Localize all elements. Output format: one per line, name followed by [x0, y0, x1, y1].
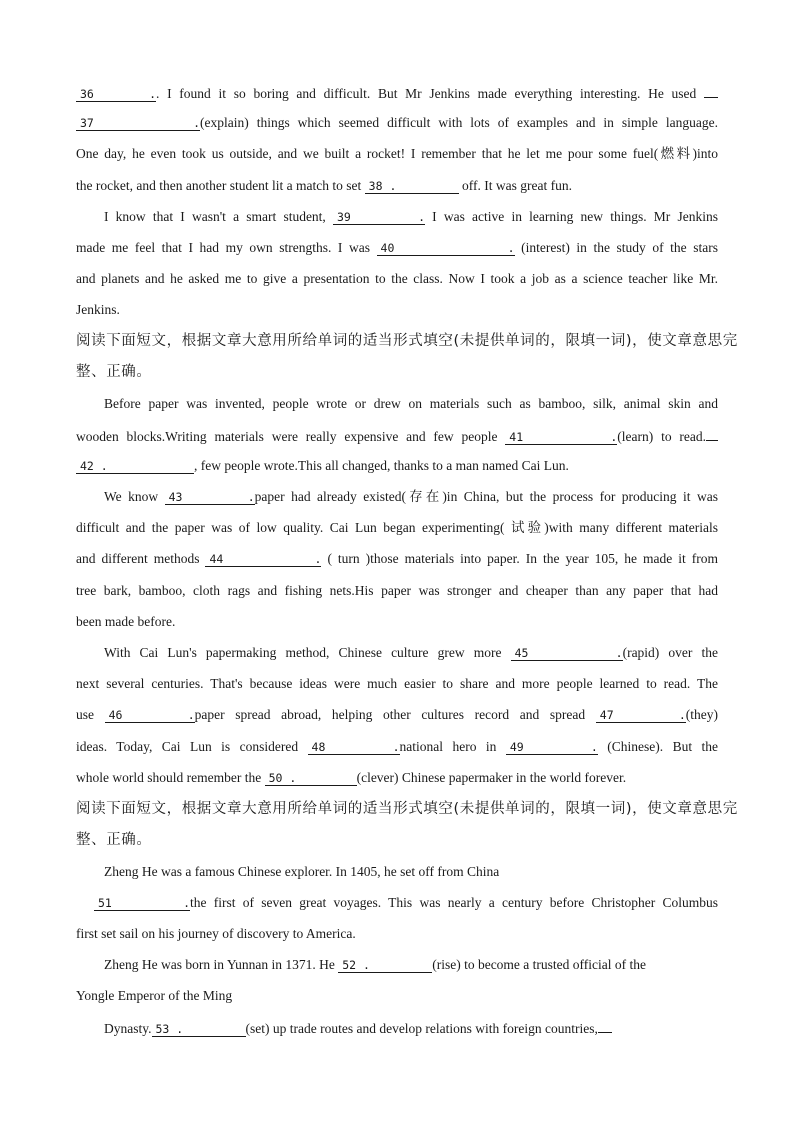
text-run: . I found it so boring and difficult. But Mr Jenkins made everything interesting. He used — [156, 86, 704, 101]
text-run: made me feel that I had my own strengths. I was — [76, 240, 377, 255]
answer-blank[interactable] — [205, 551, 321, 567]
text-run: Jenkins. — [76, 302, 120, 317]
answer-blank[interactable] — [365, 178, 459, 194]
text-line — [76, 82, 718, 104]
text-run: (rapid) over the — [622, 645, 718, 660]
blank-number: 48 . — [311, 740, 400, 754]
answer-blank[interactable] — [706, 425, 718, 441]
blank-number: 37 . — [80, 116, 200, 130]
text-run: 整、正确。 — [76, 364, 152, 380]
text-line — [76, 144, 718, 164]
text-run: (interest) in the study of the stars — [514, 240, 718, 255]
text-line — [104, 1017, 718, 1039]
text-run: the first of seven great voyages. This was nearly a century before Christopher Columbus — [190, 895, 718, 910]
text-line — [76, 924, 718, 944]
text-line — [76, 549, 718, 569]
answer-blank[interactable] — [308, 739, 400, 755]
text-run: 整、正确。 — [76, 832, 152, 848]
answer-blank[interactable] — [265, 770, 357, 786]
answer-blank[interactable] — [76, 458, 194, 474]
blank-number: 46 . — [108, 708, 195, 722]
text-run: (they) — [685, 707, 718, 722]
text-line — [104, 487, 718, 507]
text-run: Dynasty. — [104, 1021, 152, 1036]
text-line — [104, 955, 718, 975]
text-run: off. It was great fun. — [458, 178, 573, 193]
text-run: whole world should remember the — [76, 770, 265, 785]
answer-blank[interactable] — [165, 489, 255, 505]
text-line — [104, 862, 718, 882]
blank-number: 49 . — [509, 740, 598, 754]
blank-number: 47 . — [599, 708, 686, 722]
text-line — [76, 113, 718, 133]
instruction-line — [76, 331, 738, 351]
answer-blank[interactable] — [704, 82, 718, 98]
answer-blank[interactable] — [94, 895, 190, 911]
text-run: tree bark, bamboo, cloth rags and fishing nets.His paper was stronger and cheaper than any paper that had — [76, 583, 718, 598]
blank-number: 42 . — [80, 459, 108, 473]
text-line — [76, 986, 718, 1006]
text-run: (clever) Chinese papermaker in the world forever. — [356, 770, 627, 785]
text-line — [104, 207, 718, 227]
text-run: One day, he even took us outside, and we built a rocket! I remember that he let me pour some fuel(燃料)into — [76, 146, 718, 161]
text-line — [76, 269, 718, 289]
answer-blank[interactable] — [338, 957, 432, 973]
answer-blank[interactable] — [152, 1021, 246, 1037]
text-run: I know that I wasn't a smart student, — [104, 209, 333, 224]
text-run: ( turn )those materials into paper. In the year 105, he made it from — [321, 551, 718, 566]
blank-number: 40 . — [380, 241, 515, 255]
blank-number: 50 . — [268, 771, 297, 785]
text-run: With Cai Lun's papermaking method, Chinese culture grew more — [104, 645, 511, 660]
blank-number: 45 . — [514, 646, 623, 660]
answer-blank[interactable] — [596, 707, 686, 723]
text-run: Zheng He was born in Yunnan in 1371. He — [104, 957, 339, 972]
blank-number: 51 . — [98, 896, 190, 910]
instruction-line — [76, 362, 718, 382]
text-line — [104, 394, 718, 414]
text-line — [76, 300, 718, 320]
text-run: , few people wrote.This all changed, thanks to a man named Cai Lun. — [194, 458, 569, 473]
text-run: first set sail on his journey of discovery to America. — [76, 926, 356, 941]
text-run: (explain) things which seemed difficult with lots of examples and in simple language. — [200, 115, 718, 130]
blank-number: 53 . — [155, 1022, 184, 1036]
answer-blank[interactable] — [105, 707, 195, 723]
text-run: paper had already existed(存在)in China, but the process for producing it was — [254, 489, 718, 504]
blank-number: 41 . — [509, 430, 618, 444]
text-run: and different methods — [76, 551, 206, 566]
text-line — [76, 768, 718, 788]
answer-blank[interactable] — [511, 645, 623, 661]
text-run: (set) up trade routes and develop relations with foreign countries, — [245, 1021, 598, 1036]
text-run: use — [76, 707, 105, 722]
text-run: next several centuries. That's because ideas were much easier to share and more people learned to read. The — [76, 676, 718, 691]
answer-blank[interactable] — [505, 429, 617, 445]
text-run: paper spread abroad, helping other cultures record and spread — [194, 707, 596, 722]
text-line — [76, 705, 718, 725]
text-run: (rise) to become a trusted official of the — [432, 957, 647, 972]
blank-number: 52 . — [342, 958, 370, 972]
text-line — [76, 581, 718, 601]
text-line — [76, 176, 718, 196]
blank-number: 44 . — [209, 552, 322, 566]
text-run: (Chinese). But the — [597, 739, 719, 754]
text-line — [76, 612, 718, 632]
answer-blank[interactable] — [506, 739, 598, 755]
answer-blank[interactable] — [76, 115, 200, 131]
text-run: We know — [104, 489, 165, 504]
text-run: Before paper was invented, people wrote or drew on materials such as bamboo, silk, animal skin and — [104, 396, 718, 411]
answer-blank[interactable] — [333, 209, 425, 225]
text-run: 阅读下面短文，根据文章大意用所给单词的适当形式填空(未提供单词的，限填一词)，使文章意思完 — [76, 801, 738, 817]
text-run: and planets and he asked me to give a presentation to the class. Now I took a job as a science teacher like Mr. — [76, 271, 718, 286]
text-run: 阅读下面短文，根据文章大意用所给单词的适当形式填空(未提供单词的，限填一词)，使文章意思完 — [76, 333, 738, 349]
text-line — [76, 737, 718, 757]
blank-number: 39 . — [337, 210, 425, 224]
text-line — [76, 674, 718, 694]
text-run: (learn) to read. — [617, 429, 706, 444]
text-line — [76, 238, 718, 258]
text-run: Zheng He was a famous Chinese explorer. In 1405, he set off from China — [104, 864, 500, 879]
answer-blank[interactable] — [377, 240, 515, 256]
text-run: ideas. Today, Cai Lun is considered — [76, 739, 308, 754]
text-run: national hero in — [399, 739, 506, 754]
answer-blank[interactable] — [598, 1017, 612, 1033]
text-run: been made before. — [76, 614, 176, 629]
text-line — [76, 456, 718, 476]
text-run: wooden blocks.Writing materials were really expensive and few people — [76, 429, 506, 444]
text-line — [76, 425, 718, 447]
text-run: Yongle Emperor of the Ming — [76, 988, 233, 1003]
text-run: I was active in learning new things. Mr Jenkins — [425, 209, 718, 224]
instruction-line — [76, 799, 738, 819]
text-line — [76, 518, 718, 538]
text-line — [104, 643, 718, 663]
blank-number: 43 . — [168, 490, 255, 504]
text-run: difficult and the paper was of low quality. Cai Lun began experimenting( 试验)with many different materials — [76, 520, 718, 535]
blank-number: 36 . — [80, 87, 156, 101]
text-line — [94, 893, 718, 913]
answer-blank[interactable] — [76, 86, 156, 102]
text-run: the rocket, and then another student lit a match to set — [76, 178, 365, 193]
blank-number: 38 . — [368, 179, 397, 193]
instruction-line — [76, 830, 718, 850]
